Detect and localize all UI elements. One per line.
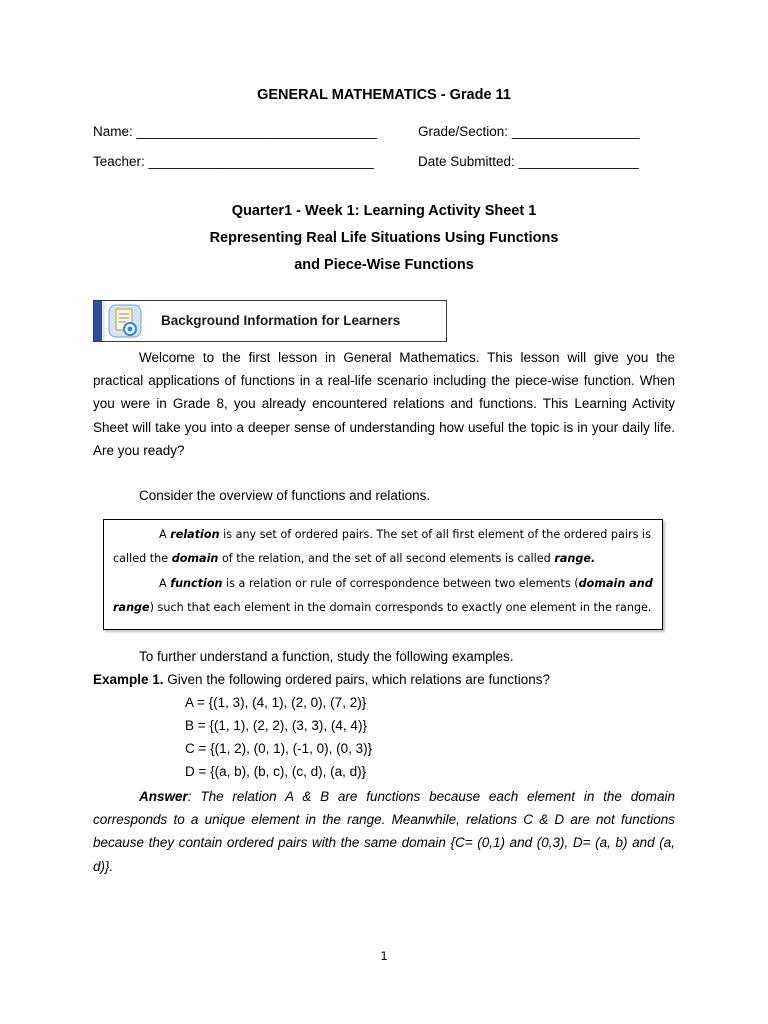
learner-document-icon — [108, 304, 142, 338]
definition-box — [103, 519, 663, 630]
teacher-blank-line: ______________________________ — [148, 154, 374, 169]
example-1-question-text: Given the following ordered pairs, which relations are functions? — [163, 672, 551, 687]
function-text-c: ) such that each element in the domain corresponds to exactly one element in the range. — [149, 601, 652, 615]
range-term: range. — [554, 552, 596, 566]
relation-term: relation — [170, 528, 220, 541]
date-submitted-blank-line: ________________ — [518, 154, 639, 169]
banner-accent-stripe — [94, 301, 102, 341]
grade-section-label: Grade/Section: — [418, 124, 509, 139]
lesson-heading-line-2: Representing Real Life Situations Using Functions — [209, 230, 559, 246]
lesson-heading-line-1: Quarter1 - Week 1: Learning Activity Sheet 1 — [231, 203, 537, 219]
grade-section-field — [418, 124, 639, 139]
set-c: C = {(1, 2), (0, 1), (-1, 0), (0, 3)} — [185, 741, 373, 756]
grade-section-blank-line: _________________ — [511, 124, 640, 139]
lesson-heading-line-3: and Piece-Wise Functions — [294, 257, 474, 273]
name-blank-line: ________________________________ — [136, 124, 377, 139]
function-definition — [113, 572, 653, 621]
answer-label: Answer — [139, 789, 188, 804]
domain-and-range-term: domain and range — [113, 576, 653, 615]
answer-text: : The relation A & B are functions because each element in the domain corresponds to a unique element in the range. Meanwhile, relations C & D are not functions because they contain ordered pairs with the same domain {C= (0,1) and (0,3), D= (a, b) and (a, d)}. — [93, 789, 675, 874]
intro-paragraph — [93, 346, 675, 462]
teacher-field — [93, 154, 374, 169]
date-submitted-label: Date Submitted: — [418, 154, 515, 169]
definition-text — [113, 523, 653, 621]
set-a: A = {(1, 3), (4, 1), (2, 0), (7, 2)} — [185, 695, 367, 710]
relation-text-c: of the relation, and the set of all second elements is called — [218, 552, 555, 566]
example-1-label: Example 1. — [93, 672, 164, 687]
example-1-question — [93, 672, 550, 687]
function-text-a: A — [159, 576, 171, 590]
set-d: D = {(a, b), (b, c), (c, d), (a, d)} — [185, 764, 367, 779]
date-submitted-field — [418, 154, 639, 169]
page-number: 1 — [380, 949, 388, 963]
relation-text-b: is any set of ordered pairs. The set of all first element of the ordered pairs is called the — [113, 528, 651, 566]
relation-text-a: A — [159, 528, 171, 541]
function-text-b: is a relation or rule of correspondence between two elements ( — [222, 576, 579, 590]
function-term: function — [170, 576, 223, 590]
overview-line: Consider the overview of functions and relations. — [139, 488, 431, 503]
name-field — [93, 124, 377, 139]
intro-paragraph-text: Welcome to the first lesson in General Mathematics. This lesson will give you the practical applications of functions in a real-life scenario including the piece-wise function. When you were in Grade 8, you already encountered relations and functions. This Learning Activity Sheet will take you into a deeper sense of understanding how useful the topic is in your daily life. Are you ready? — [93, 350, 675, 458]
set-b: B = {(1, 1), (2, 2), (3, 3), (4, 4)} — [185, 718, 367, 733]
domain-term: domain — [171, 552, 219, 566]
example-1-answer — [93, 785, 675, 878]
document-title: GENERAL MATHEMATICS - Grade 11 — [257, 87, 511, 103]
relation-definition — [113, 523, 653, 572]
banner-accent-stripe-light — [102, 301, 105, 341]
name-label: Name: — [93, 124, 133, 139]
background-info-banner — [93, 300, 447, 342]
teacher-label: Teacher: — [93, 154, 145, 169]
examples-intro: To further understand a function, study the following examples. — [139, 649, 514, 664]
banner-label: Background Information for Learners — [161, 313, 401, 328]
